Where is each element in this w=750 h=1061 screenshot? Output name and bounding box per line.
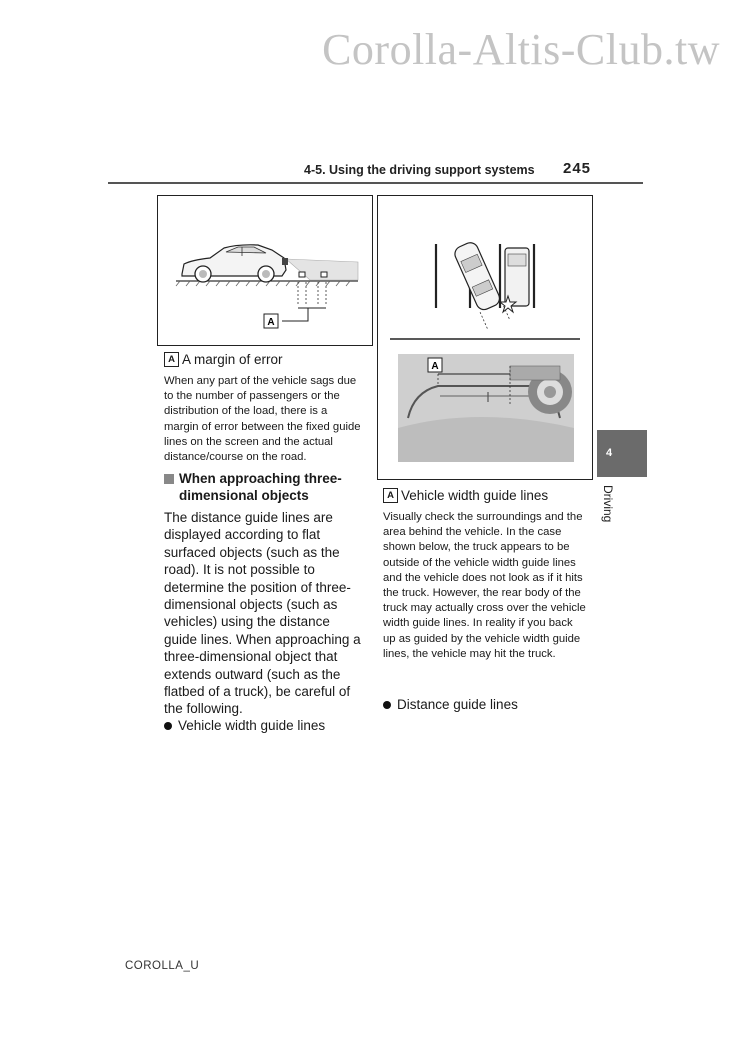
watermark: Corolla-Altis-Club.tw bbox=[322, 25, 720, 74]
caption-label-box: A bbox=[164, 352, 179, 367]
bullet-text: Distance guide lines bbox=[397, 697, 518, 712]
page-number: 245 bbox=[563, 160, 592, 177]
caption-text: When any part of the vehicle sags due to the number of passengers or the distribution of the load, there is a margin of error between the fixed guide lines on the screen and the actual distance/course on the road. bbox=[164, 375, 361, 464]
figure-vehicle-width-guide-lines bbox=[377, 195, 593, 480]
bullet-text: Vehicle width guide lines bbox=[178, 718, 326, 733]
chapter-tab bbox=[597, 430, 647, 477]
left-bullet-block bbox=[164, 717, 364, 734]
header-rule bbox=[108, 182, 643, 184]
section-title: 4-5. Using the driving support systems bbox=[304, 163, 535, 177]
caption-text: Visually check the surroundings and the area behind the vehicle. In the case shown below, the truck appears to be outside of the vehicle width guide lines and the vehicle does not look as if it hits the truck. However, the rear body of the truck may actually cross over the vehicle width guide lines. In reality if you back up as guided by the vehicle width guide lines, the vehicle may hit the truck. bbox=[383, 511, 586, 660]
bullet-dot-icon bbox=[164, 722, 172, 730]
right-caption bbox=[383, 487, 588, 504]
figure-callout-label: A bbox=[267, 317, 275, 328]
left-caption-text-block bbox=[164, 374, 364, 465]
right-caption-text-block bbox=[383, 510, 588, 662]
square-bullet-icon bbox=[164, 474, 174, 484]
chapter-number: 4 bbox=[606, 447, 613, 459]
body-text: The distance guide lines are displayed according to flat surfaced objects (such as the road). It is not possible to determine the position of three-dimensional objects (such as vehicles) using the distance guide lines. When approaching a three-dimensional object that extends outward (such as the flatbed of a truck), be careful of the following. bbox=[164, 510, 361, 717]
footer-text: COROLLA_U bbox=[125, 960, 200, 972]
left-caption bbox=[164, 351, 364, 368]
right-bullet-block bbox=[383, 696, 588, 713]
caption-title: Vehicle width guide lines bbox=[401, 488, 549, 503]
subheading-block bbox=[164, 470, 359, 504]
caption-label-box: A bbox=[383, 488, 398, 503]
chapter-label: Driving bbox=[601, 485, 615, 523]
caption-title: A margin of error bbox=[182, 352, 283, 367]
bullet-dot-icon bbox=[383, 701, 391, 709]
car-illustration bbox=[158, 196, 372, 345]
subheading-text: When approaching three-dimensional objects bbox=[179, 471, 342, 503]
body-block bbox=[164, 509, 364, 718]
figure-callout-label: A bbox=[431, 361, 439, 372]
parking-illustration bbox=[378, 196, 592, 479]
figure-margin-of-error bbox=[157, 195, 373, 346]
